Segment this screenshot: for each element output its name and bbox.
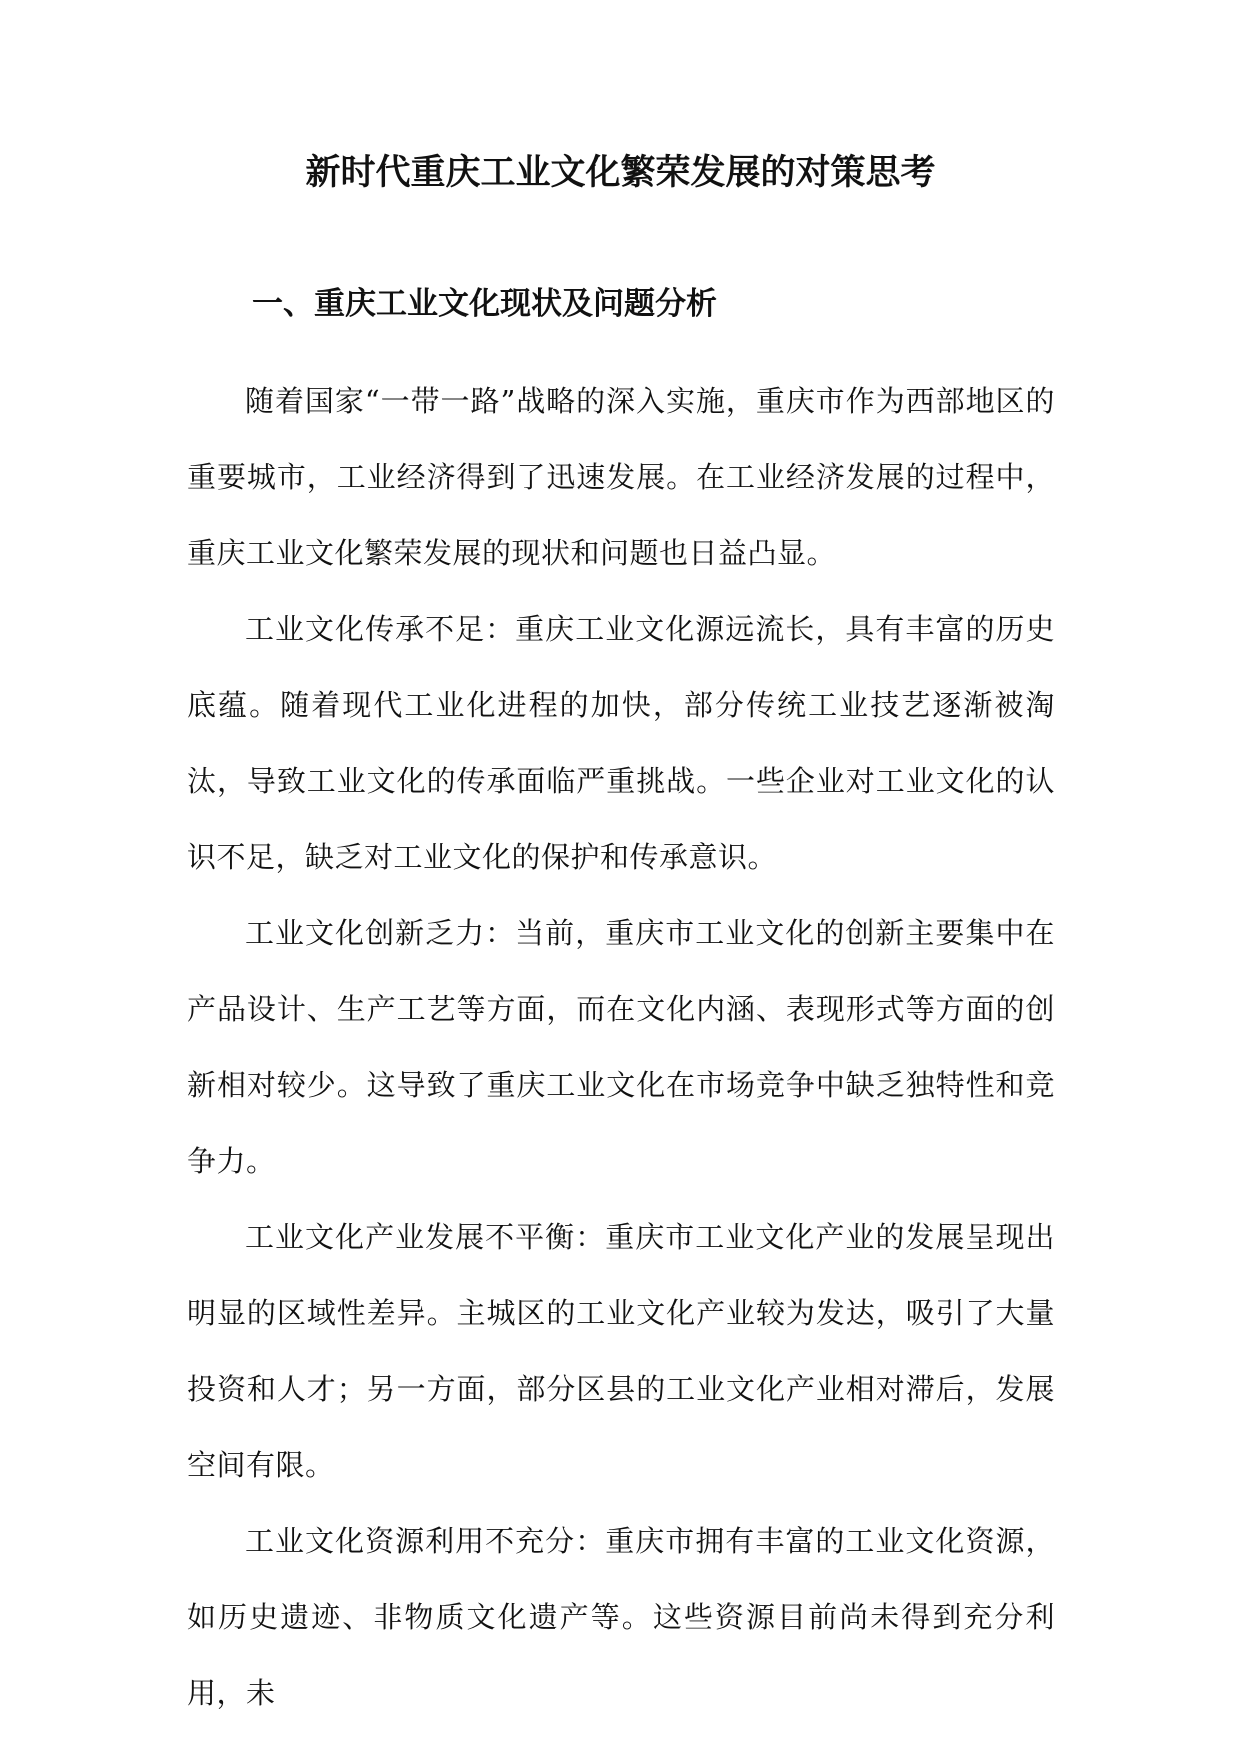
paragraph: 工业文化创新乏力：当前，重庆市工业文化的创新主要集中在产品设计、生产工艺等方面，而在文化内涵、表现形式等方面的创新相对较少。这导致了重庆工业文化在市场竞争中缺乏独特性和竞争力。 (187, 916, 1055, 1178)
section-heading: 一、重庆工业文化现状及问题分析 (252, 286, 717, 322)
paragraph: 工业文化资源利用不充分：重庆市拥有丰富的工业文化资源，如历史遗迹、非物质文化遗产等。这些资源目前尚未得到充分利用，未 (187, 1524, 1055, 1710)
paragraph: 工业文化产业发展不平衡：重庆市工业文化产业的发展呈现出明显的区域性差异。主城区的工业文化产业较为发达，吸引了大量投资和人才；另一方面，部分区县的工业文化产业相对滞后，发展空间有限。 (187, 1220, 1055, 1482)
paragraph: 工业文化传承不足：重庆工业文化源远流长，具有丰富的历史底蕴。随着现代工业化进程的加快，部分传统工业技艺逐渐被淘汰，导致工业文化的传承面临严重挑战。一些企业对工业文化的认识不足，缺乏对工业文化的保护和传承意识。 (187, 612, 1055, 874)
paragraph: 随着国家“一带一路”战略的深入实施，重庆市作为西部地区的重要城市，工业经济得到了迅速发展。在工业经济发展的过程中，重庆工业文化繁荣发展的现状和问题也日益凸显。 (187, 384, 1055, 570)
body-text (187, 363, 1055, 1731)
document-title: 新时代重庆工业文化繁荣发展的对策思考 (305, 153, 936, 193)
